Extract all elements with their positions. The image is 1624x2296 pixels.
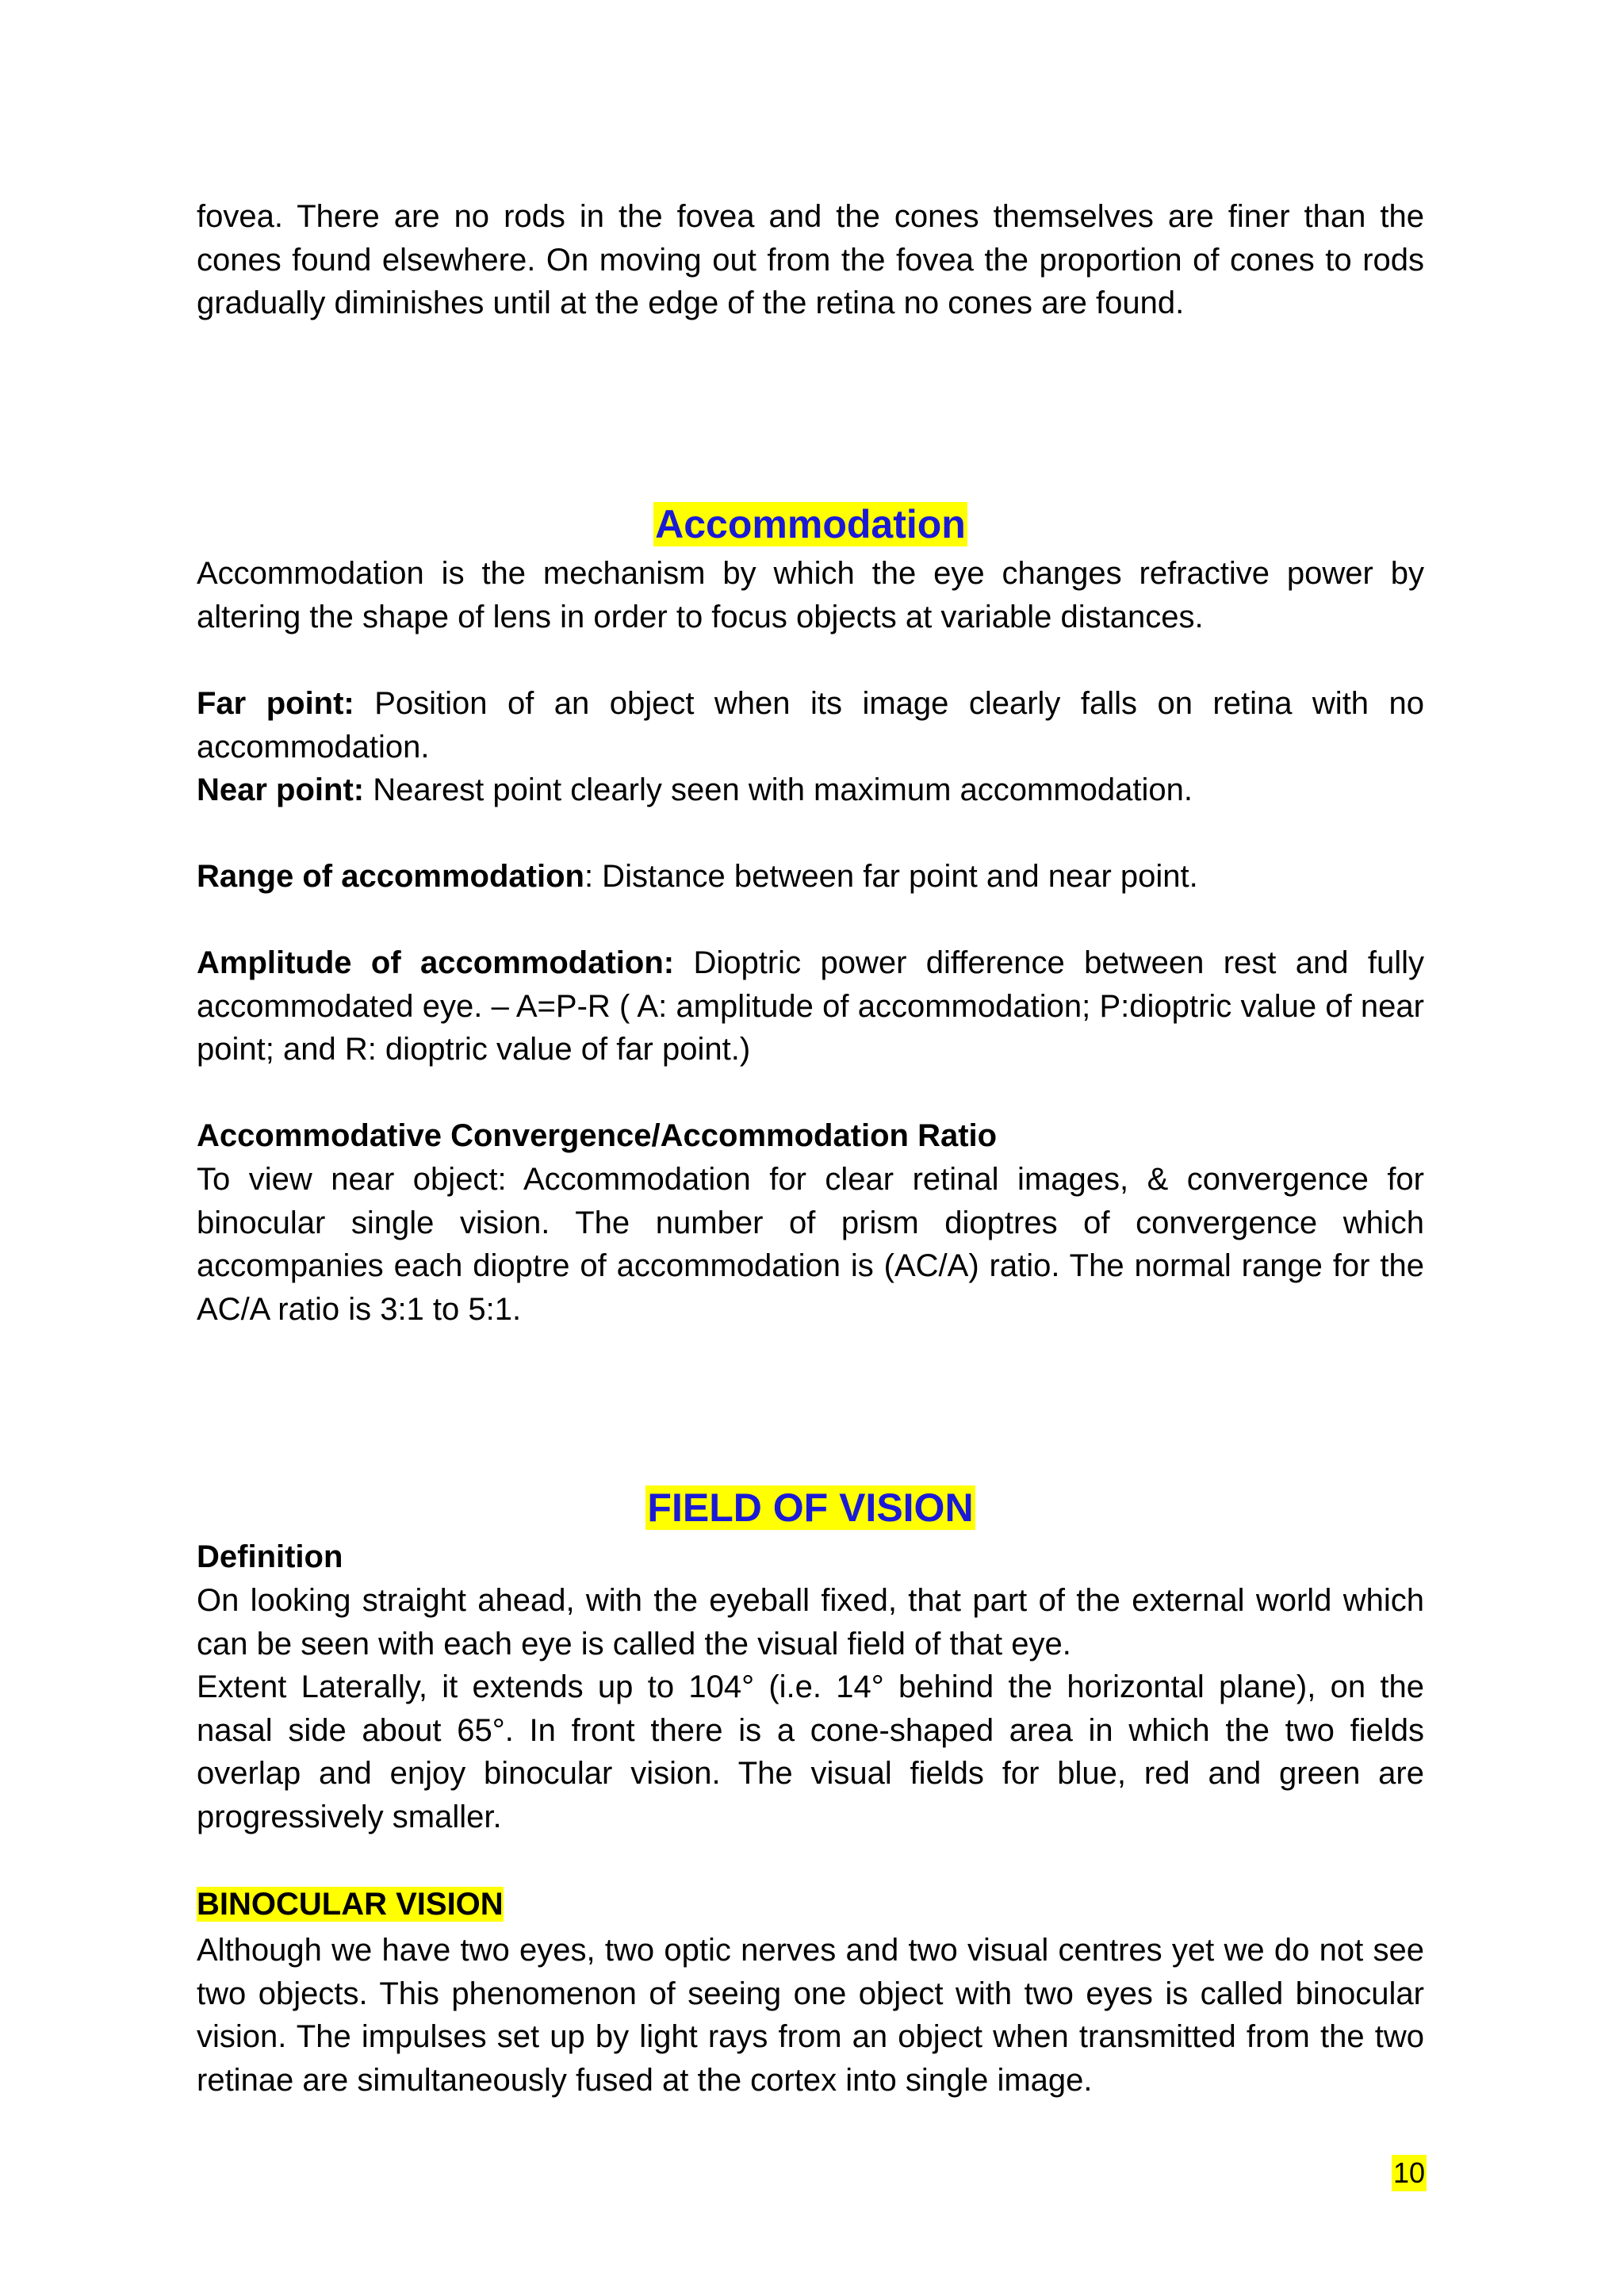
accommodation-definition: Accommodation is the mechanism by which the eye changes refractive power by altering the shape of lens in order to focus objects at variable distances.	[197, 556, 1424, 634]
accommodation-heading-text: Accommodation	[655, 502, 966, 546]
ac-ratio-heading: Accommodative Convergence/Accommodation Ratio	[197, 1118, 998, 1153]
extent-paragraph: Extent Laterally, it extends up to 104° (i.e. 14° behind the horizontal plane), on the nasal side about 65°. In front there is a cone-shaped area in which the two fields overlap and enjoy binocular vision. The visual fields for blue, red and green are progressively smaller.	[197, 1669, 1424, 1834]
field-of-vision-heading	[197, 1483, 1424, 1532]
binocular-vision-paragraph: Although we have two eyes, two optic nerves and two visual centres yet we do not see two objects. This phenomenon of seeing one object with two eyes is called binocular vision. The impulses set up by light rays from an object when transmitted from the two retinae are simultaneously fused at the cortex into single image.	[197, 1933, 1424, 2098]
amplitude-text: Dioptric power difference between rest and fully accommodated eye. – A=P-R ( A: amplitude of accommodation; P:dioptric value of near point; and R: dioptric value of far point.)	[197, 945, 1425, 1067]
far-point-text: Position of an object when its image clearly falls on retina with no accommodation.	[197, 686, 1424, 765]
intro-paragraph: fovea. There are no rods in the fovea and the cones themselves are finer than the cones found elsewhere. On moving out from the fovea the proportion of cones to rods gradually diminishes until at the edge of the retina no cones are found.	[197, 199, 1424, 320]
page-number: 10	[1392, 2155, 1427, 2191]
binocular-vision-heading-text: BINOCULAR VISION	[197, 1887, 504, 1922]
far-point-label: Far point:	[197, 686, 354, 721]
field-of-vision-heading-text: FIELD OF VISION	[647, 1485, 974, 1530]
amplitude-paragraph	[197, 941, 1424, 1071]
definition-label: Definition	[197, 1539, 343, 1574]
definition-paragraph: On looking straight ahead, with the eyeball fixed, that part of the external world which can be seen with each eye is called the visual field of that eye.	[197, 1583, 1424, 1662]
near-point-paragraph	[197, 769, 1424, 812]
binocular-vision-heading	[197, 1883, 1424, 1926]
range-label: Range of accommodation	[197, 859, 584, 894]
range-text: : Distance between far point and near point.	[584, 859, 1198, 894]
near-point-label: Near point:	[197, 772, 365, 807]
range-paragraph	[197, 855, 1424, 899]
ac-ratio-paragraph: To view near object: Accommodation for clear retinal images, & convergence for binocular single vision. The number of prism dioptres of convergence which accompanies each dioptre of accommodation is (AC/A) ratio. The normal range for the AC/A ratio is 3:1 to 5:1.	[197, 1162, 1424, 1327]
amplitude-label: Amplitude of accommodation:	[197, 945, 675, 980]
accommodation-heading	[197, 500, 1424, 549]
near-point-text: Nearest point clearly seen with maximum accommodation.	[364, 772, 1193, 807]
far-point-paragraph	[197, 682, 1424, 769]
